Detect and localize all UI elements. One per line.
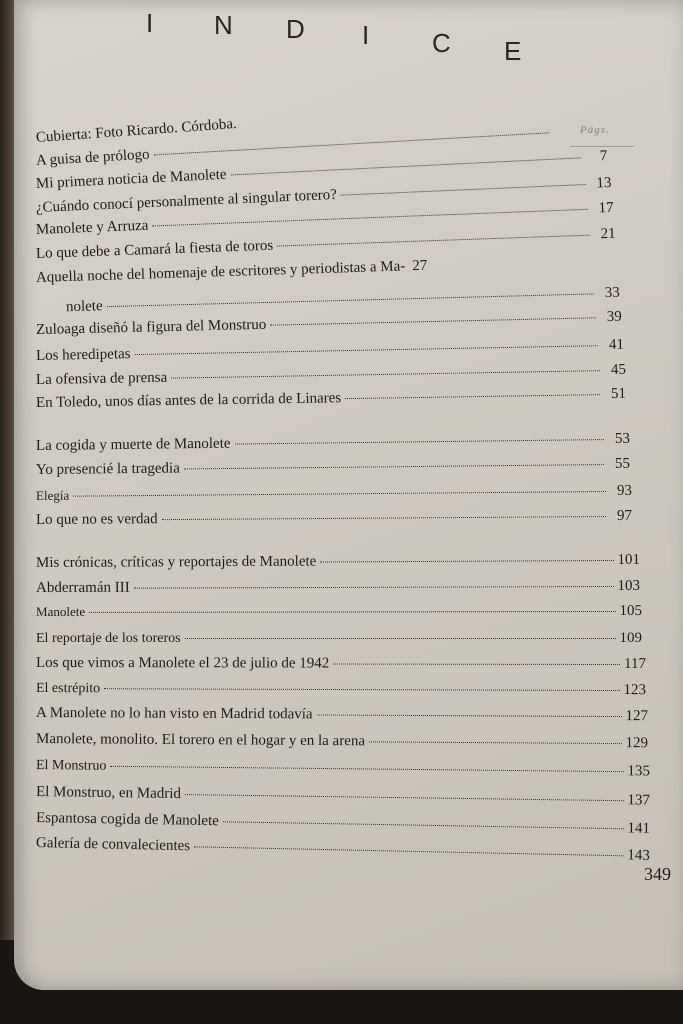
toc-entry-title: Galería de convalecientes	[35, 835, 191, 855]
leader-dots	[171, 370, 600, 378]
toc-entry-title: ¿Cuándo conocí personalmente al singular torero?	[35, 186, 338, 216]
leader-dots	[345, 394, 600, 399]
toc-entry	[36, 757, 650, 780]
leader-dots	[104, 688, 619, 691]
toc-entry-title: Aquella noche del homenaje de escritores y periodistas a Ma-	[35, 258, 406, 286]
toc-entry-page: 53	[614, 430, 631, 447]
leader-dots	[110, 766, 623, 772]
leader-dots	[134, 586, 614, 589]
toc-entry-page	[237, 126, 259, 128]
toc-entry-title: El reportaje de los toreros	[36, 631, 181, 646]
toc-entry	[36, 386, 626, 412]
title-letter: I	[362, 20, 370, 50]
toc-entry-title: El Monstruo	[35, 758, 107, 774]
toc-entry-page: 137	[627, 792, 651, 809]
toc-entry	[36, 680, 646, 699]
toc-entry-page: 7	[599, 148, 608, 165]
leader-dots	[234, 439, 603, 445]
toc-entry	[36, 705, 648, 725]
toc-entry	[36, 731, 648, 752]
title-letter: C	[432, 28, 451, 58]
leader-dots	[277, 235, 589, 247]
toc-entry-page: 97	[616, 507, 633, 524]
book-spine	[0, 0, 14, 940]
toc-entry	[36, 508, 632, 529]
toc-entry	[36, 483, 632, 505]
toc-entry-page: 21	[600, 225, 616, 243]
toc-entry-title: El estrépito	[35, 681, 101, 697]
table-of-contents	[36, 0, 656, 900]
toc-entry-page: 117	[624, 656, 647, 673]
toc-entry	[36, 431, 630, 455]
toc-entry-title: Zuloaga diseñó la figura del Monstruo	[35, 316, 267, 338]
leader-dots	[162, 516, 606, 520]
toc-entry	[36, 784, 650, 810]
toc-entry-title: Cubierta: Foto Ricardo. Córdoba.	[35, 115, 238, 146]
toc-entry-page: 129	[625, 735, 649, 752]
toc-entry-page: 127	[625, 708, 649, 725]
toc-entry-title: En Toledo, unos días antes de la corrida de Linares	[35, 390, 342, 411]
toc-entry-title: Elegía	[35, 487, 70, 503]
toc-entry	[36, 337, 624, 365]
leader-dots	[194, 846, 623, 856]
toc-entry-page: 141	[627, 820, 651, 837]
toc-entry-page: 13	[596, 174, 612, 192]
toc-entry-page: 41	[608, 336, 625, 353]
toc-entry-title: La cogida y muerte de Manolete	[35, 435, 231, 454]
toc-entry-title: El Monstruo, en Madrid	[35, 784, 182, 803]
toc-entry	[36, 810, 650, 838]
leader-dots	[135, 345, 598, 355]
toc-entry-page: 51	[610, 385, 627, 402]
leader-dots	[184, 464, 604, 469]
title-letter: E	[504, 36, 522, 66]
leader-dots	[333, 664, 620, 666]
toc-entry-page: 39	[606, 308, 623, 326]
toc-entry-page: 109	[619, 630, 642, 646]
toc-entry	[36, 655, 646, 673]
toc-entry	[36, 835, 650, 865]
leader-dots	[320, 560, 613, 563]
page-number: 349	[644, 864, 671, 884]
pages-column-label: Págs.	[580, 124, 610, 136]
leader-dots	[73, 491, 606, 497]
toc-entry-page: 93	[616, 482, 633, 499]
toc-entry	[36, 603, 642, 621]
toc-entry-title: Manolete	[35, 603, 86, 619]
toc-entry-title: Mi primera noticia de Manolete	[35, 166, 227, 192]
toc-entry-page: 103	[617, 577, 641, 594]
toc-entry-page: 143	[627, 847, 651, 864]
toc-entry-page: 45	[610, 361, 627, 378]
title-letter: D	[286, 14, 305, 44]
toc-entry-page: 123	[623, 682, 647, 699]
toc-entry-title: Lo que no es verdad	[35, 511, 158, 528]
background-under-page	[0, 990, 683, 1024]
toc-entry-title: Manolete y Arruza	[35, 217, 149, 238]
leader-dots	[369, 741, 621, 744]
toc-entry-title: Mis crónicas, críticas y reportajes de Manolete	[35, 553, 317, 571]
toc-entry-title: A Manolete no lo han visto en Madrid todavía	[35, 705, 313, 723]
leader-dots	[89, 611, 615, 613]
leader-dots	[231, 157, 582, 175]
toc-entry-page: 135	[627, 763, 651, 780]
toc-entry-title: La ofensiva de prensa	[35, 369, 168, 388]
toc-entry-page	[553, 135, 575, 136]
toc-entry-title: Espantosa cogida de Manolete	[35, 810, 219, 830]
toc-entry	[36, 362, 626, 389]
toc-entry	[36, 552, 640, 572]
toc-entry-title: nolete	[65, 298, 103, 316]
leader-dots	[341, 184, 586, 196]
toc-entry-page: 55	[614, 455, 631, 472]
toc-entry-title: Manolete, monolito. El torero en el hogar y en la arena	[35, 731, 366, 750]
leader-dots	[270, 317, 596, 325]
toc-entry-title: Abderramán III	[35, 579, 130, 596]
toc-entry-title: Lo que debe a Camará la fiesta de toros	[35, 237, 274, 262]
leader-dots	[317, 714, 622, 717]
leader-dots	[223, 821, 624, 829]
leader-dots	[107, 293, 594, 307]
toc-entry-page: 101	[617, 551, 641, 568]
title-letter: I	[146, 8, 154, 38]
leader-dots	[185, 794, 623, 801]
toc-entry-title: A guisa de prólogo	[35, 146, 150, 169]
toc-entry-title: Los heredipetas	[35, 346, 131, 364]
toc-entry-page: 27	[412, 257, 428, 275]
book-page	[14, 0, 683, 990]
toc-entry-page: 33	[604, 284, 620, 302]
toc-entry-page: 105	[619, 602, 643, 619]
toc-entry-title: Los que vimos a Manolete el 23 de julio de 1942	[35, 655, 330, 672]
leader-dots	[152, 209, 587, 227]
title-letter: N	[214, 10, 233, 40]
leader-dots	[154, 132, 550, 155]
toc-entry-page: 17	[598, 199, 614, 217]
toc-entry	[36, 456, 630, 479]
leader-dots	[185, 638, 616, 639]
toc-entry	[36, 578, 640, 597]
toc-entry	[36, 630, 642, 647]
toc-entry-title: Yo presencié la tragedia	[35, 460, 180, 478]
